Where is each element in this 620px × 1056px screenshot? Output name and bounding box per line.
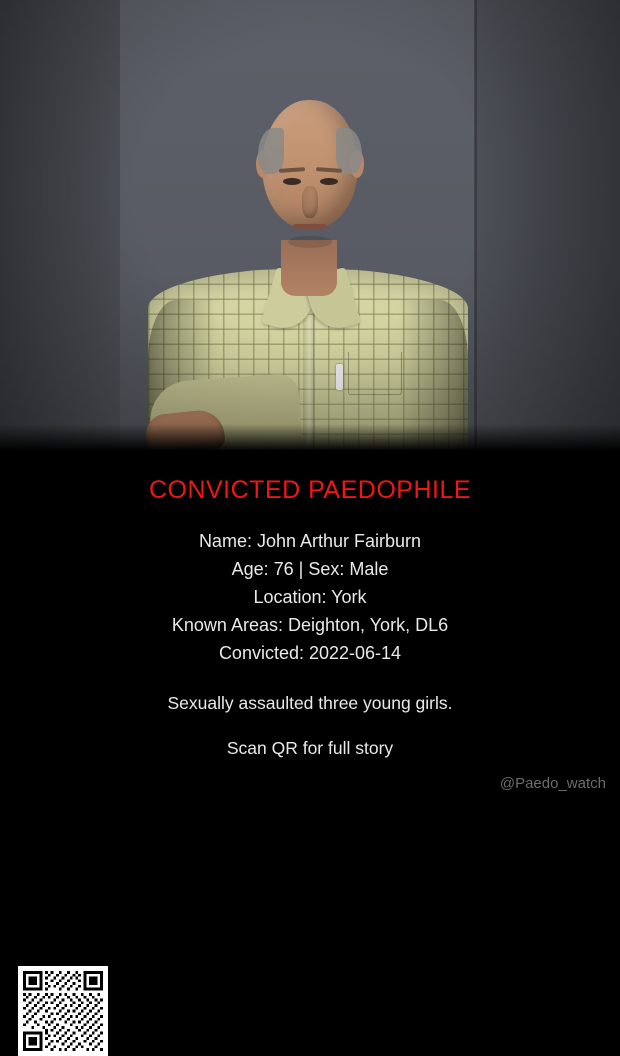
detail-known-areas: Known Areas: Deighton, York, DL6: [171, 615, 449, 635]
subject-photo: [0, 0, 620, 450]
subject-figure: [0, 0, 620, 450]
detail-convicted: Convicted: 2022-06-14: [218, 643, 402, 663]
subject-mouth: [293, 224, 327, 229]
info-panel: [0, 450, 620, 800]
detail-name: Name: John Arthur Fairburn: [198, 531, 422, 551]
watermark-handle: @Paedo_watch: [499, 775, 606, 792]
shoulder-shadow-right: [398, 300, 468, 450]
scan-prompt: Scan QR for full story: [226, 738, 394, 758]
detail-location: Location: York: [253, 587, 367, 607]
pen-icon: [336, 364, 343, 390]
headline: CONVICTED PAEDOPHILE: [148, 476, 472, 504]
shirt-placket: [303, 300, 315, 450]
subject-hair-right: [336, 128, 362, 174]
qr-code-svg: [23, 971, 103, 1051]
offence-summary: Sexually assaulted three young girls.: [167, 693, 453, 713]
detail-age-sex: Age: 76 | Sex: Male: [231, 559, 389, 579]
subject-nose: [302, 186, 318, 218]
subject-eye-right: [320, 178, 338, 185]
subject-eye-left: [283, 178, 301, 185]
shirt-pocket: [348, 352, 402, 395]
subject-hair-left: [258, 128, 284, 174]
subject-chin: [288, 236, 332, 248]
subject-neck: [281, 240, 337, 296]
offender-details: [0, 527, 620, 667]
qr-code-icon[interactable]: [18, 966, 108, 1056]
